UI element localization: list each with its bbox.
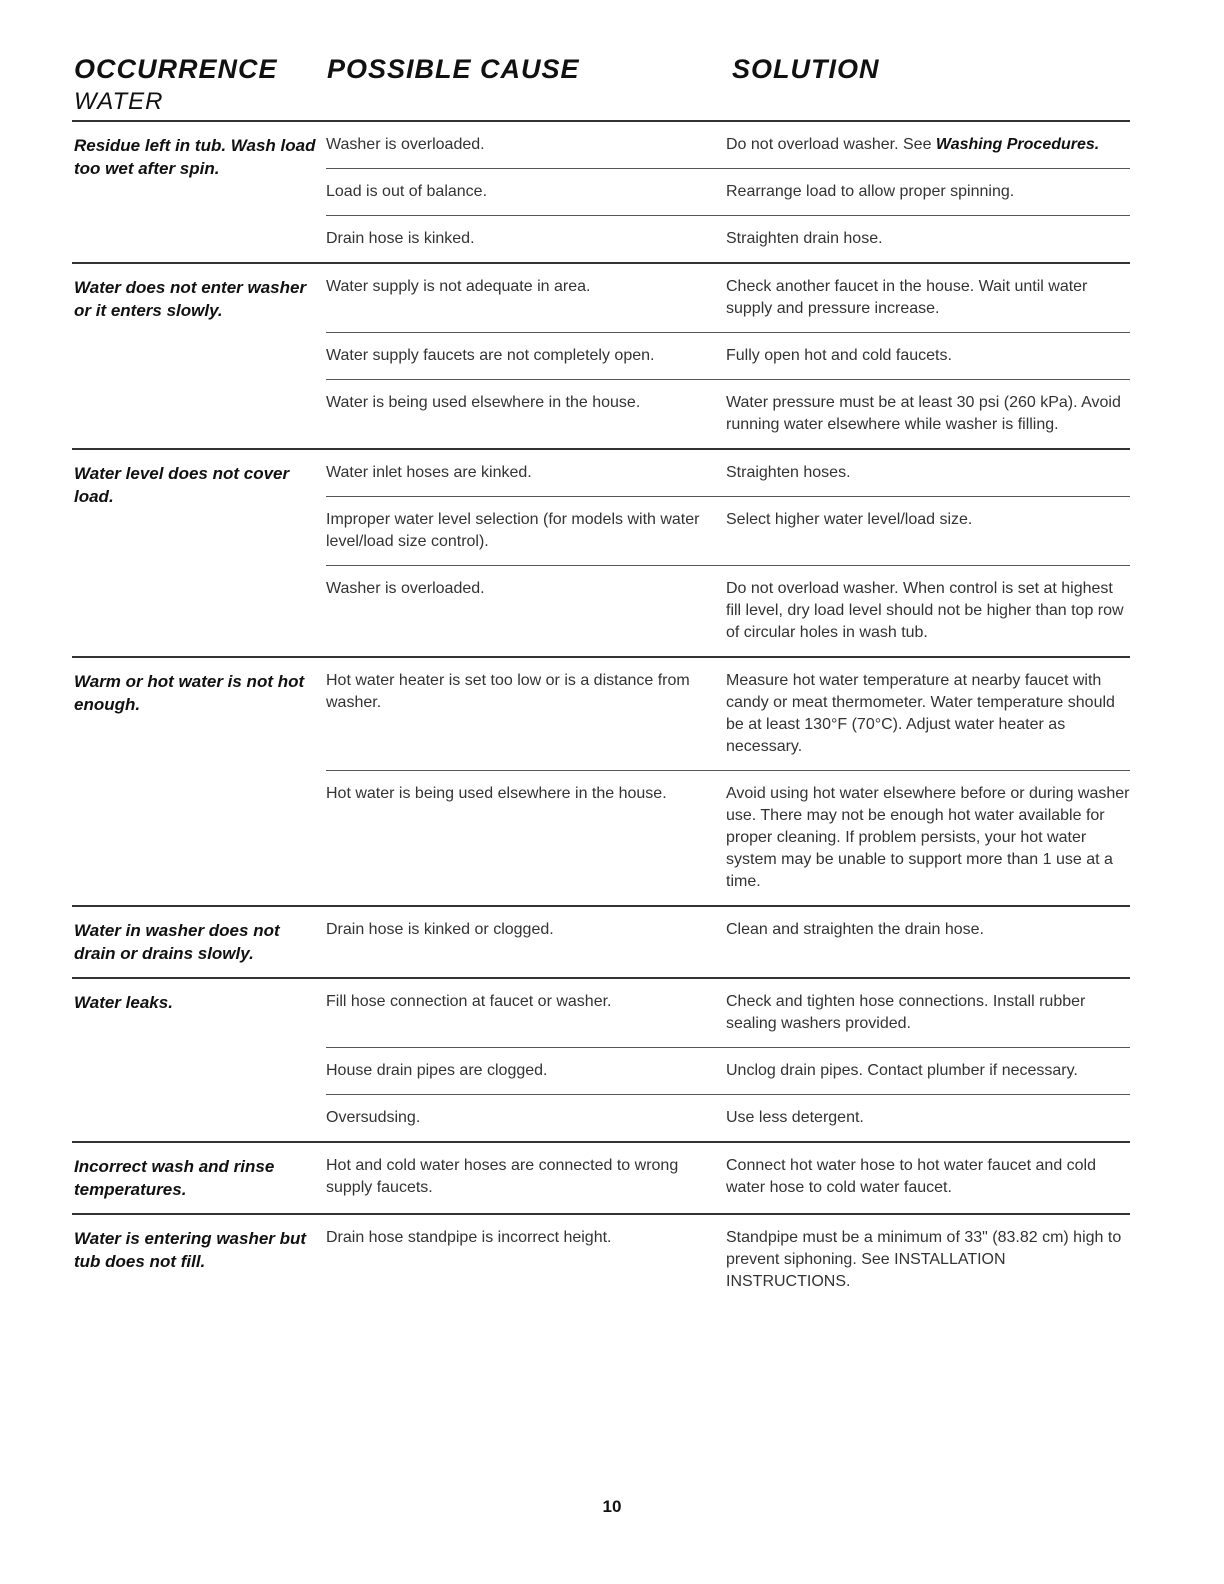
solution-text: Straighten hoses.: [726, 464, 851, 481]
solution-text: Use less detergent.: [726, 1109, 864, 1126]
table-row: [326, 1047, 1130, 1094]
table-row: [326, 1215, 1130, 1305]
solution-cell: [726, 497, 1130, 565]
solution-cell: [726, 1095, 1130, 1141]
cause-solution-rows: [326, 979, 1130, 1141]
possible-cause-cell: Washer is overloaded.: [326, 136, 485, 153]
possible-cause-cell: Water is being used elsewhere in the house.: [326, 394, 641, 411]
possible-cause-cell: Fill hose connection at faucet or washer.: [326, 993, 612, 1010]
possible-cause-cell: Drain hose is kinked or clogged.: [326, 921, 554, 938]
possible-cause-cell: Washer is overloaded.: [326, 580, 485, 597]
possible-cause-cell: House drain pipes are clogged.: [326, 1062, 548, 1079]
table-row: [326, 122, 1130, 168]
solution-text: Unclog drain pipes. Contact plumber if necessary.: [726, 1062, 1078, 1079]
solution-cell: [726, 1143, 1130, 1211]
possible-cause-cell: Water supply is not adequate in area.: [326, 278, 591, 295]
solution-text: Rearrange load to allow proper spinning.: [726, 183, 1015, 200]
solution-cell: [726, 658, 1130, 770]
troubleshooting-table: [72, 120, 1130, 1305]
solution-text: Avoid using hot water elsewhere before or during washer use. There may not be enough hot water available for proper cleaning. If problem persists, your hot water system may be unable to support more than 1 use at a time.: [726, 785, 1130, 890]
solution-cell: [726, 566, 1130, 656]
occurrence-group: [72, 977, 1130, 1141]
page-number: 10: [602, 1497, 622, 1516]
table-row: [326, 770, 1130, 905]
cause-solution-rows: [326, 450, 1130, 656]
possible-cause-cell: Load is out of balance.: [326, 183, 488, 200]
solution-text: Water pressure must be at least 30 psi (260 kPa). Avoid running water elsewhere while washer is filling.: [726, 394, 1121, 433]
solution-cell: [726, 979, 1130, 1047]
possible-cause-cell: Hot water is being used elsewhere in the house.: [326, 785, 667, 802]
solution-cell: [726, 1215, 1130, 1305]
solution-text: Check another faucet in the house. Wait until water supply and pressure increase.: [726, 278, 1088, 317]
solution-emphasis: Washing Procedures.: [935, 136, 1100, 153]
occurrence-group: [72, 262, 1130, 448]
occurrence-heading: OCCURRENCE: [74, 54, 278, 84]
solution-cell: [726, 1048, 1130, 1094]
table-header: [72, 50, 1130, 120]
table-row: [326, 565, 1130, 656]
solution-text: Clean and straighten the drain hose.: [726, 921, 984, 938]
solution-text: Standpipe must be a minimum of 33" (83.82 cm) high to prevent siphoning. See INSTALLATION INSTRUCTIONS.: [726, 1229, 1122, 1290]
solution-cell: [726, 216, 1130, 262]
occurrence-text: Incorrect wash and rinse temperatures.: [74, 1157, 275, 1199]
table-row: [326, 379, 1130, 448]
solution-cell: [726, 264, 1130, 332]
solution-text: Do not overload washer. See: [726, 136, 932, 153]
solution-text: Straighten drain hose.: [726, 230, 883, 247]
solution-cell: [726, 907, 1130, 953]
solution-cell: [726, 771, 1130, 905]
cause-solution-rows: [326, 122, 1130, 262]
solution-cell: [726, 380, 1130, 448]
cause-solution-rows: [326, 1215, 1130, 1305]
troubleshooting-page: [72, 50, 1130, 1305]
solution-text: Fully open hot and cold faucets.: [726, 347, 952, 364]
table-row: [326, 168, 1130, 215]
table-row: [326, 332, 1130, 379]
occurrence-group: [72, 656, 1130, 905]
table-row: [326, 979, 1130, 1047]
table-row: [326, 450, 1130, 496]
occurrence-group: [72, 1141, 1130, 1213]
solution-text: Measure hot water temperature at nearby faucet with candy or meat thermometer. Water temperature should be at least 130°F (70°C). Adjust water heater as necessary.: [726, 672, 1115, 755]
occurrence-text: Water does not enter washer or it enters slowly.: [74, 278, 307, 320]
solution-cell: [726, 450, 1130, 496]
table-row: [326, 496, 1130, 565]
solution-cell: [726, 333, 1130, 379]
possible-cause-cell: Improper water level selection (for models with water level/load size control).: [326, 511, 700, 550]
possible-cause-cell: Drain hose standpipe is incorrect height.: [326, 1229, 612, 1246]
occurrence-group: [72, 905, 1130, 977]
table-row: [326, 215, 1130, 262]
possible-cause-cell: Drain hose is kinked.: [326, 230, 475, 247]
possible-cause-cell: Water inlet hoses are kinked.: [326, 464, 532, 481]
cause-solution-rows: [326, 658, 1130, 905]
occurrence-group: [72, 448, 1130, 656]
possible-cause-cell: Water supply faucets are not completely open.: [326, 347, 655, 364]
occurrence-text: Warm or hot water is not hot enough.: [74, 672, 305, 714]
solution-cell: [726, 122, 1130, 168]
possible-cause-cell: Hot water heater is set too low or is a distance from washer.: [326, 672, 690, 711]
table-row: [326, 1143, 1130, 1211]
possible-cause-heading: POSSIBLE CAUSE: [327, 54, 580, 84]
solution-text: Do not overload washer. When control is set at highest fill level, dry load level should not be higher than top row of circular holes in wash tub.: [726, 580, 1124, 641]
table-row: [326, 658, 1130, 770]
solution-text: Select higher water level/load size.: [726, 511, 973, 528]
possible-cause-cell: Oversudsing.: [326, 1109, 421, 1126]
occurrence-text: Water leaks.: [74, 993, 173, 1012]
occurrence-group: [72, 1213, 1130, 1305]
occurrence-text: Water level does not cover load.: [74, 464, 290, 506]
cause-solution-rows: [326, 1143, 1130, 1213]
section-title: WATER: [74, 88, 164, 115]
occurrence-text: Residue left in tub. Wash load too wet after spin.: [74, 136, 316, 178]
table-row: [326, 907, 1130, 953]
cause-solution-rows: [326, 907, 1130, 977]
occurrence-group: [72, 120, 1130, 262]
table-row: [326, 1094, 1130, 1141]
occurrence-text: Water is entering washer but tub does not fill.: [74, 1229, 307, 1271]
cause-solution-rows: [326, 264, 1130, 448]
occurrence-text: Water in washer does not drain or drains slowly.: [74, 921, 280, 963]
solution-text: Check and tighten hose connections. Install rubber sealing washers provided.: [726, 993, 1086, 1032]
solution-heading: SOLUTION: [732, 54, 880, 84]
solution-cell: [726, 169, 1130, 215]
possible-cause-cell: Hot and cold water hoses are connected to wrong supply faucets.: [326, 1157, 679, 1196]
solution-text: Connect hot water hose to hot water faucet and cold water hose to cold water faucet.: [726, 1157, 1097, 1196]
table-row: [326, 264, 1130, 332]
